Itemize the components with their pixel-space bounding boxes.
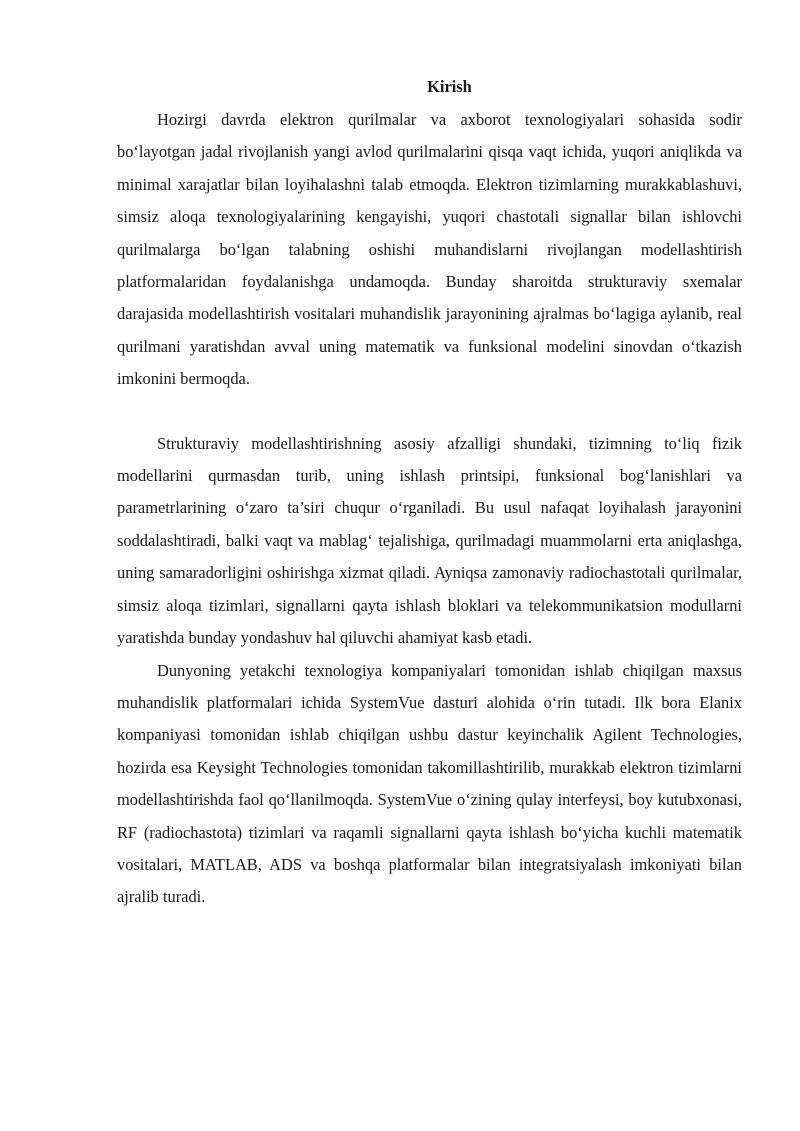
paragraph-1: Hozirgi davrda elektron qurilmalar va axborot texnologiyalari sohasida sodir bo‘layotgan jadal rivojlanish yangi avlod qurilmalarini qisqa vaqt ichida, yuqori aniqlikda va minimal xarajatlar bilan loyihalashni talab etmoqda. Elektron tizimlarning murakkablashuvi, simsiz aloqa texnologiyalarining kengayishi, yuqori chastotali signallar bilan ishlovchi qurilmalarga bo‘lgan talabning oshishi muhandislarni rivojlangan modellashtirish platformalaridan foydalanishga undamoqda. Bunday sharoitda strukturaviy sxemalar darajasida modellashtirish vositalari muhandislik jarayonining ajralmas bo‘lagiga aylanib, real qurilmani yaratishdan avval uning matematik va funksional modelini sinovdan o‘tkazish imkonini bermoqda. <box>117 110 742 389</box>
paragraph-gap <box>117 396 742 428</box>
paragraph-2: Strukturaviy modellashtirishning asosiy afzalligi shundaki, tizimning to‘liq fizik modellarini qurmasdan turib, uning ishlash printsipi, funksional bog‘lanishlari va parametrlarining o‘zaro ta’siri chuqur o‘rganiladi. Bu usul nafaqat loyihalash jarayonini soddalashtiradi, balki vaqt va mablag‘ tejalishiga, qurilmadagi muammolarni erta aniqlashga, uning samaradorligini oshirishga xizmat qiladi. Ayniqsa zamonaviy radiochastotali qurilmalar, simsiz aloqa tizimlari, signallarni qayta ishlash bloklari va telekommunikatsion modullarni yaratishda bunday yondashuv hal qiluvchi ahamiyat kasb etadi. <box>117 433 742 648</box>
paragraph-3: Dunyoning yetakchi texnologiya kompaniyalari tomonidan ishlab chiqilgan maxsus muhandislik platformalari ichida SystemVue dasturi alohida o‘rin tutadi. Ilk bora Elanix kompaniyasi tomonidan ishlab chiqilgan ushbu dastur keyinchalik Agilent Technologies, hozirda esa Keysight Technologies tomonidan takomillashtirilib, murakkab elektron tizimlarni modellashtirishda faol qo‘llanilmoqda. SystemVue o‘zining qulay interfeysi, boy kutubxonasi, RF (radiochastota) tizimlari va raqamli signallarni qayta ishlash bo‘yicha kuchli matematik vositalari, MATLAB, ADS va boshqa platformalar bilan integratsiyalash imkoniyati bilan ajralib turadi. <box>117 660 742 907</box>
document-body <box>117 74 742 914</box>
section-title: Kirish <box>427 77 472 96</box>
